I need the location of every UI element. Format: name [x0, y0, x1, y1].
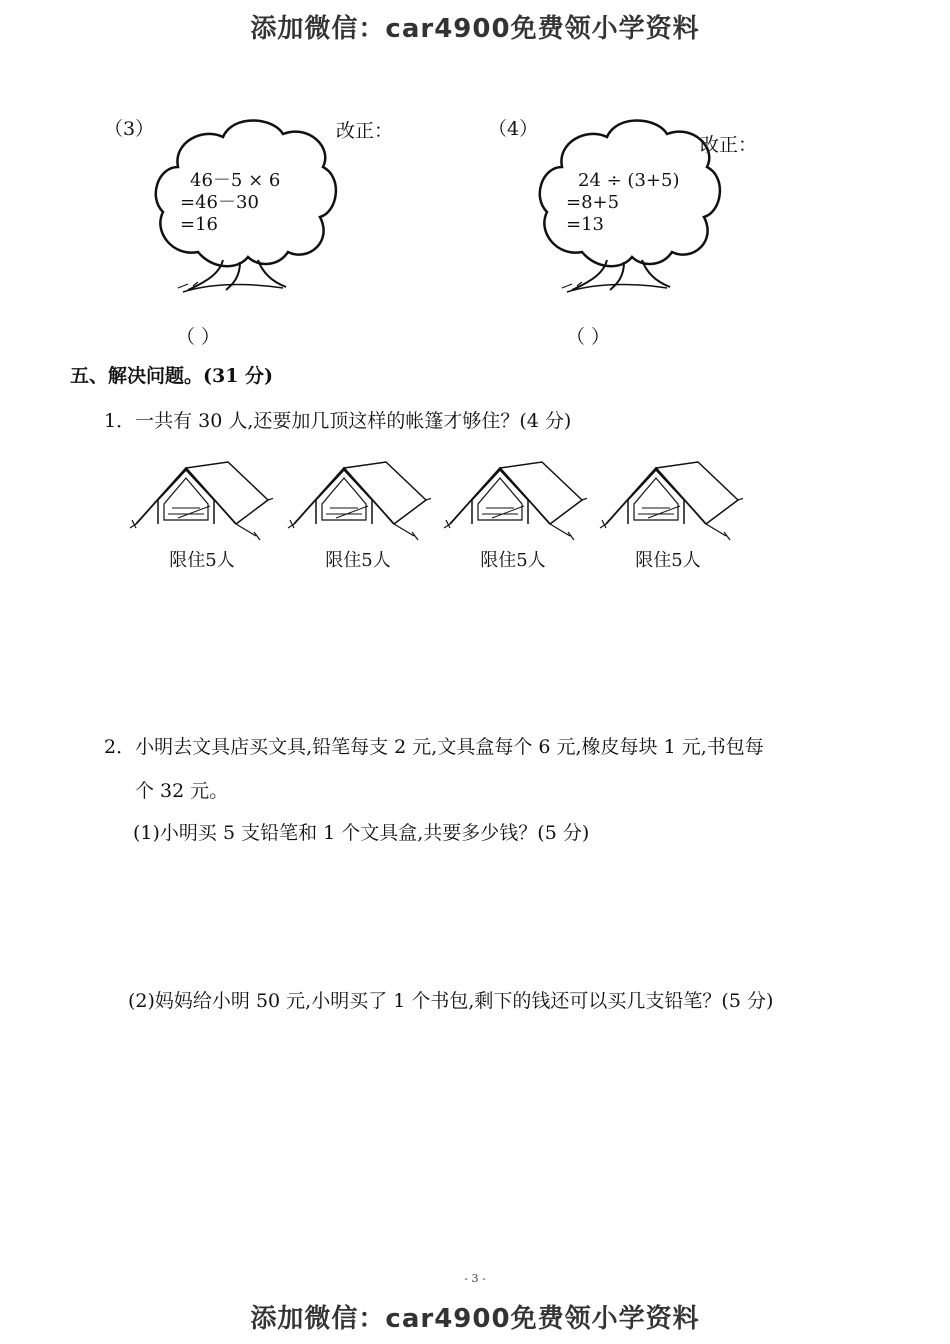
- tent-icon: [286, 458, 431, 548]
- tent-4-label: 限住5人: [635, 550, 701, 571]
- item-4-correction-label: 改正：: [700, 134, 758, 156]
- tent-1-label: 限住5人: [169, 550, 235, 571]
- cut-off-text-top: [0, 40, 950, 52]
- item-3-number: （3）: [104, 118, 155, 140]
- tree-3: [148, 112, 348, 316]
- expr-4-line-1: 24 ÷ (3+5): [578, 170, 680, 191]
- tent-2: [286, 458, 431, 552]
- question-1: 1．一共有 30 人,还要加几顶这样的帐篷才够住？(4 分): [104, 410, 572, 432]
- item-3-correction-label: 改正：: [336, 120, 394, 142]
- tent-2-label: 限住5人: [325, 550, 391, 571]
- section-5-heading: 五、解决问题。(31 分): [70, 365, 274, 387]
- question-2-sub-1: (1)小明买 5 支铅笔和 1 个文具盒,共要多少钱？(5 分): [133, 822, 590, 844]
- expr-3-line-1: 46－5 × 6: [190, 170, 281, 191]
- tent-icon: [598, 458, 743, 548]
- question-2-sub-2: (2)妈妈给小明 50 元,小明买了 1 个书包,剩下的钱还可以买几支铅笔？(5 分): [128, 990, 774, 1012]
- expr-4-line-3: =13: [566, 214, 604, 235]
- watermark-bottom: 添加微信：car4900免费领小学资料: [250, 1304, 700, 1334]
- item-4-number: （4）: [488, 118, 539, 140]
- tent-3-label: 限住5人: [480, 550, 546, 571]
- tent-icon: [128, 458, 273, 548]
- tent-1: [128, 458, 273, 552]
- tent-4: [598, 458, 743, 552]
- expr-4-line-2: =8+5: [566, 192, 620, 213]
- page-number: - 3 -: [464, 1272, 486, 1285]
- question-2-line-1: 2．小明去文具店买文具,铅笔每支 2 元,文具盒每个 6 元,橡皮每块 1 元,书包每: [104, 736, 764, 758]
- tent-icon: [442, 458, 587, 548]
- tent-3: [442, 458, 587, 552]
- watermark-top: 添加微信：car4900免费领小学资料: [250, 14, 700, 44]
- question-2-line-2: 个 32 元。: [135, 780, 229, 802]
- expr-3-line-3: =16: [180, 214, 218, 235]
- item-4-judgement-blank[interactable]: （ ）: [566, 326, 611, 348]
- item-3-judgement-blank[interactable]: （ ）: [176, 326, 221, 348]
- expr-3-line-2: =46－30: [180, 192, 259, 213]
